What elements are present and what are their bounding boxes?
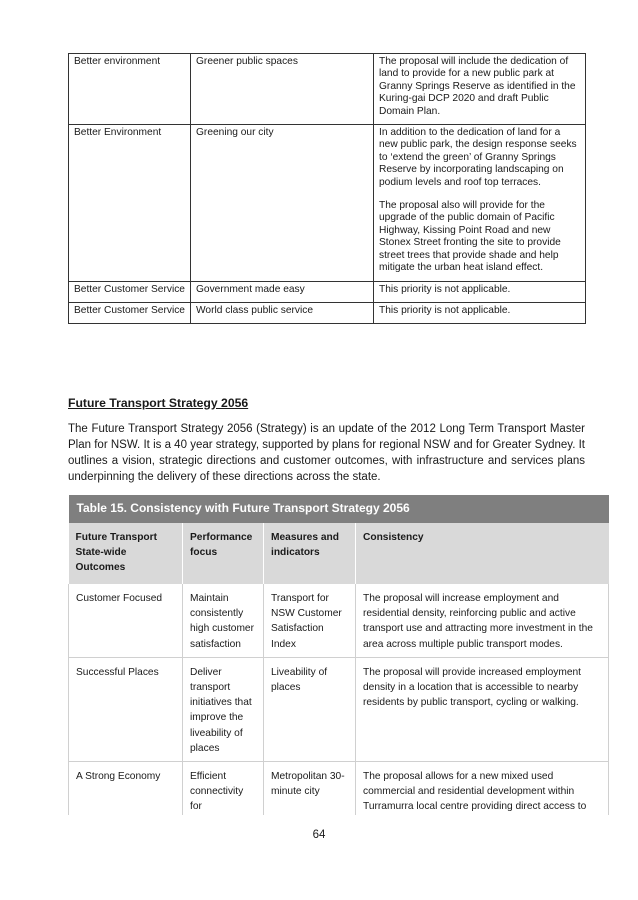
consistency-cell: The proposal allows for a new mixed used commercial and residential development within Turramurra local centre providing direct access to [356,762,609,815]
response-cell [374,302,586,323]
focus-cell: Efficient connectivity for [183,762,264,815]
response-paragraph: The proposal will include the dedication of land to provide for a new public park at Granny Springs Reserve as identified in the Kuring-gai DCP 2020 and draft Public Domain Plan. [379,56,576,117]
consistency-cell: The proposal will increase employment and residential density, reinforcing public and active transport use and attracting more investment in the area across multiple public transport modes. [356,584,609,657]
measure-cell: Transport for NSW Customer Satisfaction Index [264,584,356,657]
response-paragraph: This priority is not applicable. [379,283,511,295]
column-header: Future Transport State-wide Outcomes [69,523,183,584]
response-paragraph: In addition to the dedication of land for a new public park, the design response seeks to ‘extend the green’ of Granny Springs Reserve by incorporating landscaping on podium levels and roof top terraces. [379,127,577,188]
table-header-row [69,523,609,584]
response-cell [374,281,586,302]
column-header: Consistency [356,523,609,584]
table-row [69,54,586,125]
column-header: Performance focus [183,523,264,584]
consistency-table [68,495,609,815]
priority-cell: Greening our city [191,125,374,281]
priorities-table [68,53,586,324]
table-row [69,281,586,302]
measure-cell: Metropolitan 30-minute city [264,762,356,815]
table-caption-row [69,495,609,523]
outcome-cell: A Strong Economy [69,762,183,815]
consistency-cell: The proposal will provide increased employment density in a location that is accessible to nearby residents by public transport, cycling or walking. [356,657,609,761]
table-row [69,657,609,761]
outcome-cell: Successful Places [69,657,183,761]
page-number: 64 [312,829,326,841]
category-cell: Better environment [69,54,191,125]
column-header: Measures and indicators [264,523,356,584]
table-row [69,302,586,323]
response-cell [374,54,586,125]
priority-cell: World class public service [191,302,374,323]
priority-cell: Government made easy [191,281,374,302]
category-cell: Better Customer Service [69,281,191,302]
response-paragraph: The proposal also will provide for the upgrade of the public domain of Pacific Highway, Kissing Point Road and new Stonex Street fronting the site to provide street trees that provide shade and help mitigate the urban heat island effect. [379,200,561,274]
section-heading: Future Transport Strategy 2056 [68,396,249,410]
measure-cell: Liveability of places [264,657,356,761]
outcome-cell: Customer Focused [69,584,183,657]
category-cell: Better Environment [69,125,191,281]
table-row [69,762,609,815]
response-cell [374,125,586,281]
focus-cell: Deliver transport initiatives that improve the liveability of places [183,657,264,761]
table-row [69,584,609,657]
table-row [69,125,586,281]
response-paragraph: This priority is not applicable. [379,304,511,316]
focus-cell: Maintain consistently high customer satisfaction [183,584,264,657]
priority-cell: Greener public spaces [191,54,374,125]
section-paragraph: The Future Transport Strategy 2056 (Strategy) is an update of the 2012 Long Term Transport Master Plan for NSW. It is a 40 year strategy, supported by plans for regional NSW and for Greater Sydney. It outlines a vision, strategic directions and customer outcomes, with infrastructure and services plans underpinning the delivery of these directions across the state. [68,423,585,483]
table-caption: Table 15. Consistency with Future Transport Strategy 2056 [69,495,609,523]
category-cell: Better Customer Service [69,302,191,323]
